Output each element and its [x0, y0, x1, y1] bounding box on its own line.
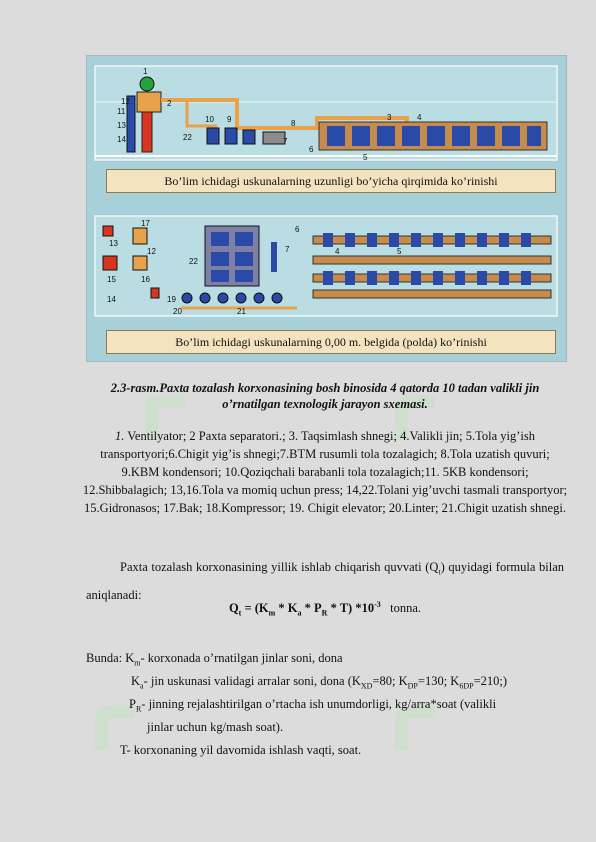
top-num: 11 [117, 107, 126, 116]
bunda-pr-text: - jinning rejalashtirilgan o’rtacha ish unumdorligi, kg/arra*soat (valikli [141, 697, 497, 711]
bottom-num: 6 [295, 225, 300, 234]
top-section-drawing [95, 66, 557, 160]
bunda-pr-sub: R [135, 704, 142, 714]
schema-drawing [87, 56, 566, 361]
bunda-kxd-val: =80; K [372, 674, 408, 688]
bottom-num: 5 [397, 247, 402, 256]
capacity-paragraph [86, 556, 564, 606]
bottom-num: 19 [167, 295, 176, 304]
top-num: 9 [227, 115, 232, 124]
caption-prefix: 2.3-rasm [110, 381, 157, 395]
top-num: 3 [387, 113, 392, 122]
formula-part: * P [301, 601, 322, 616]
bunda-km-line [86, 649, 343, 673]
legend-text: Ventilyator; 2 Paxta separatori.; 3. Taqsimlash shnegi; 4.Valikli jin; 5.Tola yig’ish transportyori;6.Chigit yig’is shnegi;7.BTM rusumli tola tozalagich; 8.Tola uzatish quvuri; 9.KBM kondensori; 10.Qoziqchali barabanli tola tozalagich;11. 5KB kondensori; 12.Shibbalagich; 13,16.Tola va momiq uchun press; 14,22.Tolani yig’uvchi tasmali transportyor; 15.Gidronasos; 17.Bak; 18.Kompressor; 19. Chigit elevator; 20.Linter; 21.Chigit uzatish shnegi. [82, 429, 568, 515]
bunda-t-line: T- korxonaning yil davomida ishlash vaqti, soat. [120, 743, 362, 757]
top-num: 10 [205, 115, 214, 124]
capacity-formula [86, 600, 564, 618]
formula-part: * T) *10 [327, 601, 375, 616]
bunda-pr-line [129, 695, 496, 719]
bottom-num: 20 [173, 307, 182, 316]
top-num: 8 [291, 119, 296, 128]
top-num: 4 [417, 113, 422, 122]
top-num: 1 [143, 67, 148, 76]
bunda-kxd-sub: XD [360, 681, 373, 691]
formula-ka-sub: a [297, 608, 302, 618]
top-num: 13 [117, 121, 126, 130]
bunda-ka-text: - jin uskunasi validagi arralar soni, dona (K [143, 674, 361, 688]
bunda-intro: Bunda: K [86, 651, 135, 665]
bunda-pr-pre: P [129, 697, 136, 711]
top-num: 12 [121, 97, 130, 106]
bottom-section-drawing [95, 216, 557, 316]
top-num: 5 [363, 153, 368, 162]
bottom-num: 4 [335, 247, 340, 256]
top-num: 7 [283, 137, 288, 146]
bottom-num: 21 [237, 307, 246, 316]
bunda-ka-sub: a [140, 681, 144, 691]
bottom-num: 12 [147, 247, 156, 256]
bottom-num: 16 [141, 275, 150, 284]
top-num: 14 [117, 135, 126, 144]
process-schema-figure [86, 55, 567, 362]
formula-unit: tonna. [390, 601, 422, 616]
formula-q: Q [228, 601, 239, 616]
bunda-ka-pre: K [131, 674, 141, 688]
bottom-num: 22 [189, 257, 198, 266]
formula-km-sub: m [268, 608, 276, 618]
legend-first-number: 1. [115, 429, 125, 443]
top-view-label: Bo’lim ichidagi uskunalarning uzunligi bo’yicha qirqimida ko’rinishi [106, 169, 556, 193]
bunda-km-sub: m [134, 658, 141, 668]
top-num: 2 [167, 99, 172, 108]
bunda-k6dp-sub: 6DP [459, 681, 474, 691]
bunda-pr-line2: jinlar uchun kg/mash soat). [147, 720, 284, 734]
bottom-num: 17 [141, 219, 150, 228]
bottom-num: 13 [109, 239, 118, 248]
caption-text: Paxta tozalash korxonasining bosh binosida 4 qatorda 10 tadan valikli jin o’rnatilgan texnologik jarayon sxemasi. [159, 381, 540, 411]
top-num: 6 [309, 145, 314, 154]
bunda-km-text: - korxonada o’rnatilgan jinlar soni, dona [140, 651, 343, 665]
top-num: 22 [183, 133, 192, 142]
bottom-num: 15 [107, 275, 116, 284]
formula-part: * K [275, 601, 298, 616]
formula-pr-sub: R [321, 608, 328, 618]
bottom-view-label: Bo’lim ichidagi uskunalarning 0,00 m. belgida (polda) ko’rinishi [106, 330, 556, 354]
formula-q-sub: t [238, 608, 242, 618]
bottom-num: 14 [107, 295, 116, 304]
para-text-before: Paxta tozalash korxonasining yillik ishlab chiqarish quvvati (Q [120, 560, 439, 574]
bunda-ka-line [131, 672, 507, 696]
bottom-num: 7 [285, 245, 290, 254]
para-text-after: ) quyidagi formula bilan aniqlanadi: [86, 560, 564, 602]
bunda-kdp-val: =130; K [417, 674, 460, 688]
formula-part: = (K [241, 601, 269, 616]
figure-caption: 2.3-rasm.Paxta tozalash korxonasining bosh binosida 4 qatorda 10 tadan valikli jin o’rnatilgan texnologik jarayon sxemasi. [110, 381, 540, 411]
para-sub: t [438, 567, 441, 577]
figure-legend [82, 427, 568, 517]
formula-exp: -3 [374, 600, 381, 609]
bunda-kdp-sub: DP [407, 681, 418, 691]
bunda-k6dp-val: =210;) [473, 674, 507, 688]
